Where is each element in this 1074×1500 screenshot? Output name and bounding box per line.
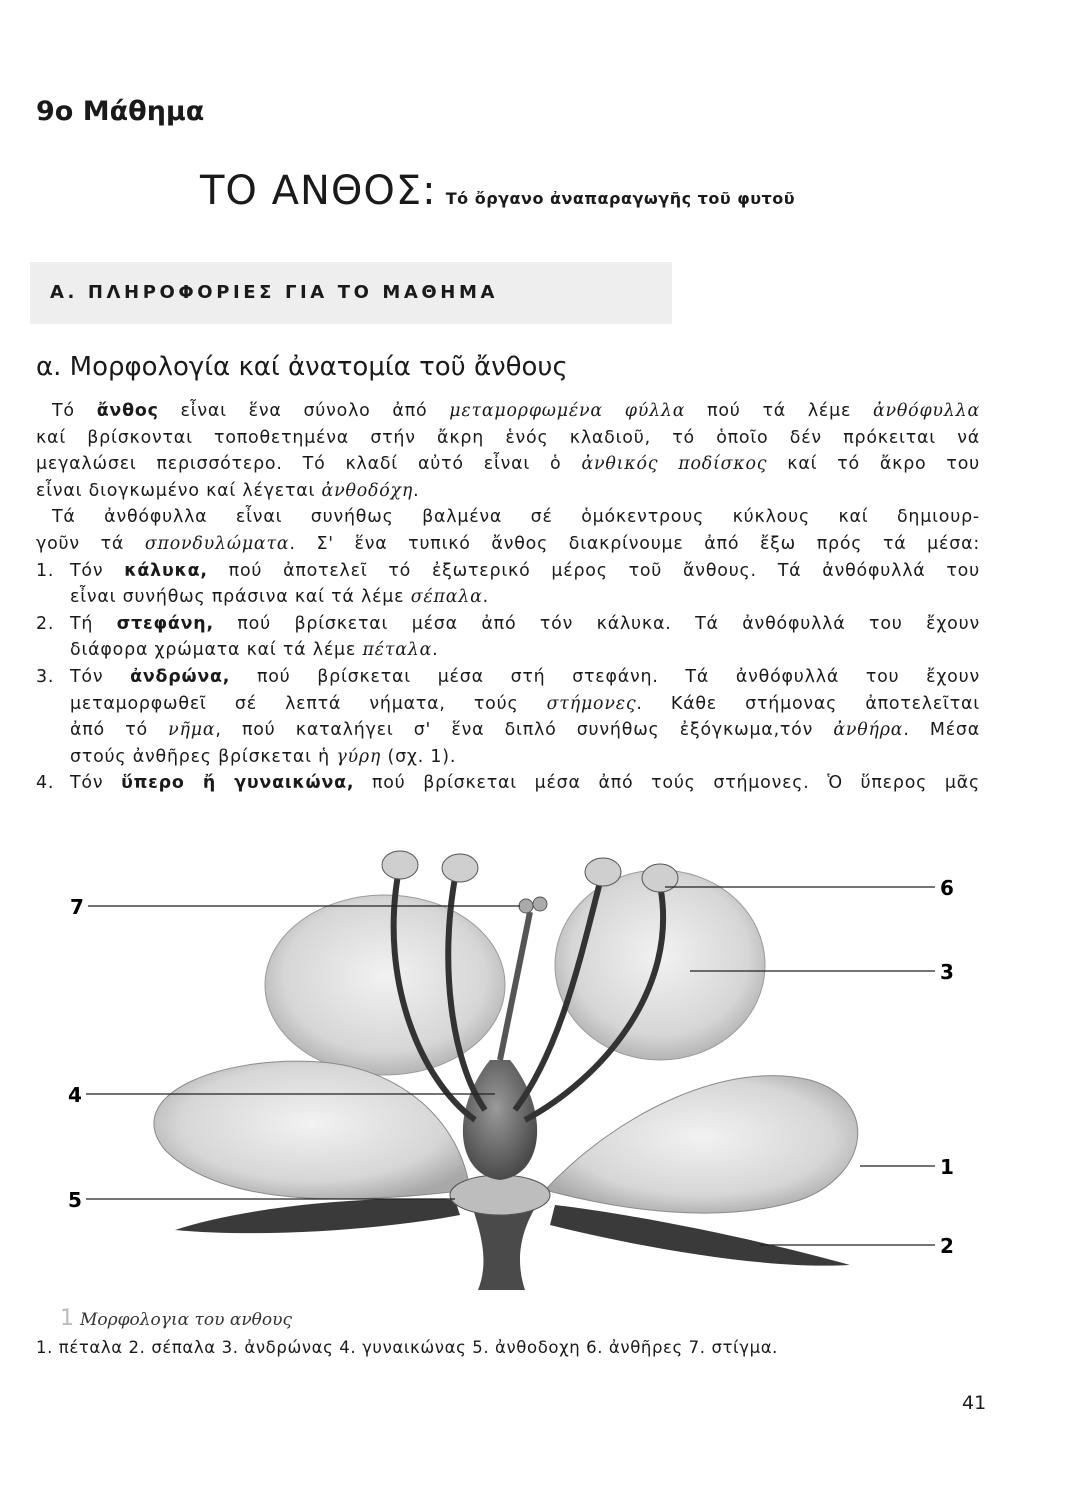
- petal: [154, 1061, 470, 1199]
- subsection-heading: α. Μορφολογία καί ἀνατομία τοῦ ἄνθους: [36, 352, 568, 382]
- anther: [382, 851, 418, 879]
- lesson-number: 9ο Μάθημα: [36, 96, 205, 127]
- paragraph-line: καί βρίσκονται τοποθετημένα στήν ἄκρη ἑνός κλαδιοῦ, τό ὁποῖο δέν πρόκειται νά: [36, 427, 980, 448]
- body-text: [36, 398, 980, 797]
- flower-figure: [0, 835, 1074, 1305]
- page-title: [200, 168, 795, 214]
- paragraph-line: Τό ἄνθος εἶναι ἕνα σύνολο ἀπό μεταμορφωμένα φύλλα πού τά λέμε ἀνθόφυλλα: [52, 401, 980, 421]
- list-item: 3. Τόν ἀνδρώνα, πού βρίσκεται μέσα στή στεφάνη. Τά ἀνθόφυλλά του ἔχουν μεταμορφωθεῖ σέ λεπτά νήματα, τούς στήμονες. Κάθε στήμονας ἀποτελεῖται ἀπό τό νῆμα, πού καταλήγει σ' ἕνα διπλό συνήθως ἐξόγκωμα,τόν ἀνθήρα. Μέσα στούς ἀνθῆρες βρίσκεται ἡ γύρη (σχ. 1).: [36, 666, 980, 767]
- callout-2: 2: [940, 1234, 954, 1258]
- list-item: 1. Τόν κάλυκα, πού ἀποτελεῖ τό ἐξωτερικό μέρος τοῦ ἄνθους. Τά ἀνθόφυλλά του εἶναι συνήθως πράσινα καί τά λέμε σέπαλα.: [36, 560, 980, 608]
- list-item: 2. Τή στεφάνη, πού βρίσκεται μέσα ἀπό τόν κάλυκα. Τά ἀνθόφυλλά του ἔχουν διάφορα χρώματα καί τά λέμε πέταλα.: [36, 613, 981, 661]
- paragraph-line: Τά ἀνθόφυλλα εἶναι συνήθως βαλμένα σέ ὁμόκεντρους κύκλους καί δημιουρ-: [52, 507, 980, 528]
- callout-7: 7: [70, 895, 84, 919]
- sepal: [550, 1205, 850, 1266]
- section-heading: Α. ΠΛΗΡΟΦΟΡΙΕΣ ΓΙΑ ΤΟ ΜΑΘΗΜΑ: [50, 282, 499, 303]
- receptacle: [450, 1175, 550, 1215]
- callout-4: 4: [68, 1083, 82, 1107]
- figure-number: 1: [60, 1306, 74, 1331]
- sepal: [175, 1199, 460, 1233]
- section-heading-band: [30, 262, 672, 324]
- callout-3: 3: [940, 960, 954, 984]
- petal: [545, 1076, 858, 1214]
- anther: [642, 864, 678, 892]
- figure-caption-legend: 1. πέταλα 2. σέπαλα 3. ἀνδρώνας 4. γυναικώνας 5. ἀνθοδοχη 6. ἀνθῆρες 7. στίγμα.: [36, 1338, 779, 1357]
- anther: [442, 854, 478, 882]
- paragraph-line: μεγαλώσει περισσότερο. Τό κλαδί αὐτό εἶναι ὁ ἀνθικός ποδίσκος καί τό ἄκρο του: [36, 454, 981, 475]
- callout-6: 6: [940, 876, 954, 900]
- title-subtitle: Τό ὄργανο ἀναπαραγωγῆς τοῦ φυτοῦ: [445, 189, 796, 208]
- paragraph-line: εἶναι διογκωμένο καί λέγεται ἀνθοδόχη.: [36, 480, 420, 501]
- title-main: ΤΟ ΑΝΘΟΣ:: [200, 168, 437, 214]
- petal: [265, 895, 505, 1075]
- figure-caption-title: 1 Μορφολογια του ανθους: [60, 1306, 293, 1331]
- page-number: 41: [962, 1392, 987, 1414]
- paragraph-line: γοῦν τά σπονδυλώματα. Σ' ἕνα τυπικό ἄνθος διακρίνουμε ἀπό ἔξω πρός τά μέσα:: [36, 533, 980, 554]
- list-item: 4. Τόν ὕπερο ἤ γυναικώνα, πού βρίσκεται μέσα ἀπό τούς στήμονες. Ὁ ὕπερος μᾶς: [36, 773, 980, 794]
- anther: [585, 858, 621, 886]
- callout-1: 1: [940, 1155, 954, 1179]
- stigma: [519, 899, 533, 913]
- callout-5: 5: [68, 1188, 82, 1212]
- stigma: [533, 897, 547, 911]
